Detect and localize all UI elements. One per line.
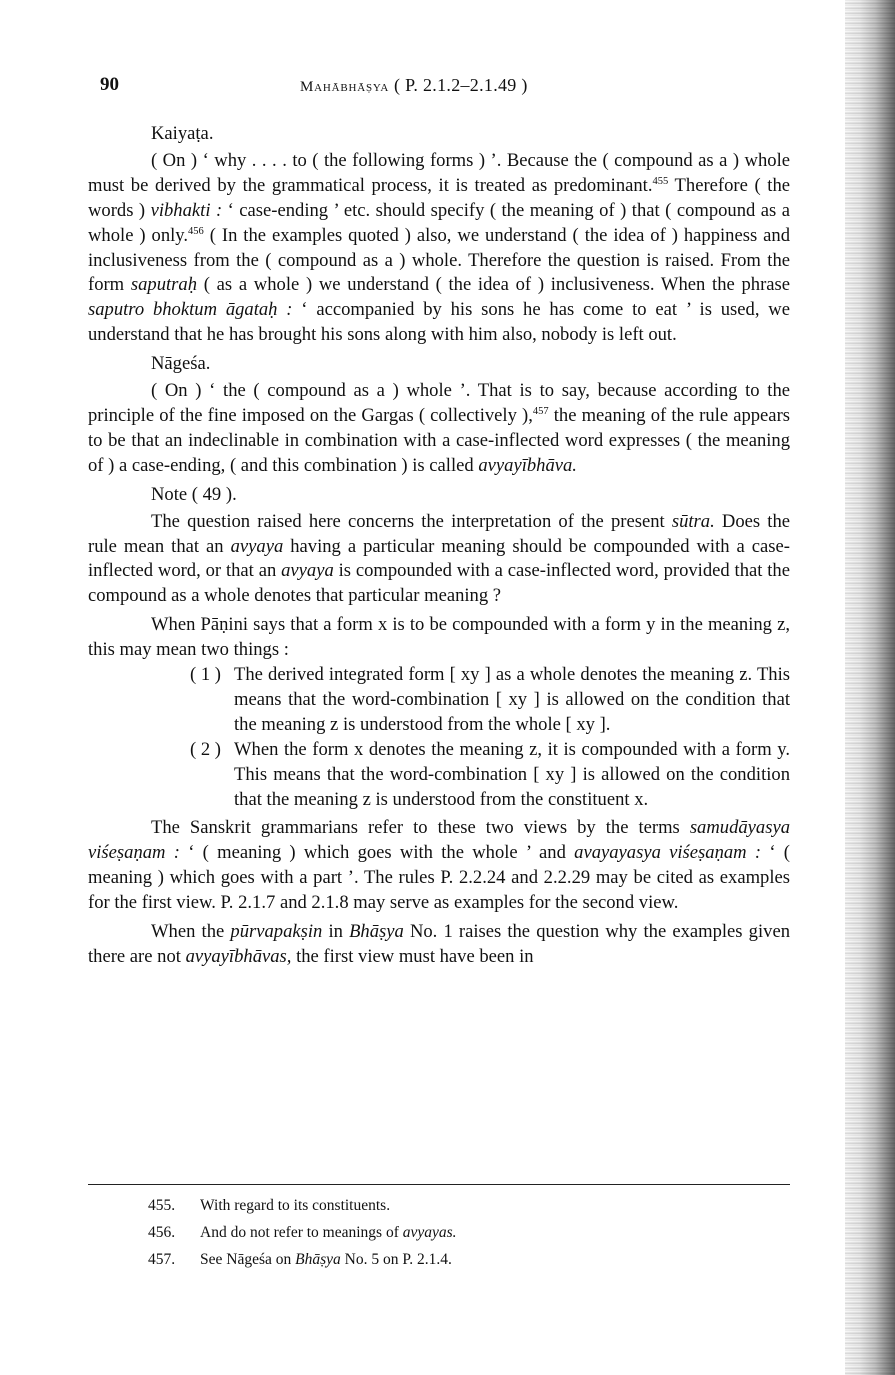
page-number: 90: [100, 74, 119, 95]
page-header: [100, 74, 800, 98]
list-item: [190, 663, 790, 738]
running-head: [300, 75, 528, 96]
running-head-title: Mahābhāṣya: [300, 79, 390, 95]
footnote-divider: [88, 1184, 790, 1185]
footnote-number: 455.: [148, 1197, 176, 1214]
footnote-item: [148, 1219, 788, 1246]
footnote-item: [148, 1246, 788, 1273]
footnote-number: 456.: [148, 1224, 176, 1241]
main-text: [88, 118, 790, 970]
list-item-number: ( 1 ): [190, 664, 221, 686]
nagesa-heading: Nāgeśa.: [151, 353, 211, 375]
note-paragraph-4: When the pūrvapakṣin in Bhāṣya No. 1 raises the question why the examples given there are not avyayībhāvas, the first view must have been in: [88, 921, 790, 967]
list-item-number: ( 2 ): [190, 738, 221, 760]
note-paragraph-3: The Sanskrit grammarians refer to these two views by the terms samudāyasya viśeṣaṇam : ‘ ( meaning ) which goes with the whole ’ and avayayasya viśeṣaṇam : ‘ ( meaning ) which goes with a part ’. The rules P. 2.2.24 and 2.2.29 may be cited as examples for the first view. P. 2.1.7 and 2.1.8 may serve as examples for the second view.: [88, 817, 790, 914]
footnote-number: 457.: [148, 1251, 176, 1268]
note-paragraph-1: The question raised here concerns the interpretation of the present sūtra. Does the rule mean that an avyaya having a particular meaning should be compounded with a case-inflected word, or that an avyaya is compounded with a case-inflected word, provided that the compound as a whole denotes that particular meaning ?: [88, 510, 790, 607]
footnote-ref-455: 455: [652, 175, 669, 187]
footnotes: [148, 1192, 788, 1273]
list-item: [190, 738, 790, 813]
footnote-item: [148, 1192, 788, 1219]
footnote-text: See Nāgeśa on Bhāṣya No. 5 on P. 2.1.4.: [200, 1251, 452, 1268]
running-head-reference: ( P. 2.1.2–2.1.49 ): [394, 75, 528, 95]
footnote-text: And do not refer to meanings of avyayas.: [200, 1224, 457, 1241]
kaiyata-paragraph: ( On ) ‘ why . . . . to ( the following forms ) ’. Because the ( compound as a ) whole must be derived by the grammatical process, it is treated as predominant.$^{455}$ Therefore ( the words ) vibhakti : ‘ case-ending ’ etc. should specify ( the meaning of ) that ( compound as a whole ) only.$^{456}$ ( In the examples quoted ) also, we understand ( the idea of ) happiness and inclusiveness from the ( compound as a ) whole. Therefore the question is raised. From the form saputraḥ ( as a whole ) we understand ( the idea of ) inclusiveness. When the phrase saputro bhoktum āgataḥ : ‘ accompanied by his sons he has come to eat ’ is used, we understand that he has brought his sons along with him also, nobody is left out.: [88, 149, 791, 346]
footnote-ref-456: 456: [188, 225, 204, 237]
list-item-text: The derived integrated form [ xy ] as a whole denotes the meaning z. This means that the word-combination [ xy ] is allowed on the condition that the meaning z is understood from the whole [ xy ].: [234, 664, 790, 735]
kaiyata-heading: Kaiyaṭa.: [151, 123, 214, 144]
note-paragraph-2: When Pāṇini says that a form x is to be compounded with a form y in the meaning z, this may mean two things :: [88, 614, 790, 661]
list-item-text: When the form x denotes the meaning z, it is compounded with a form y. This means that the word-combination [ xy ] is allowed on the condition that the meaning z is understood from the constituent x.: [234, 738, 790, 810]
footnote-ref-457: 457: [532, 405, 549, 417]
footnote-text: With regard to its constituents.: [200, 1197, 391, 1214]
nagesa-paragraph: ( On ) ‘ the ( compound as a ) whole ’. That is to say, because according to the principle of the fine imposed on the Gargas ( collectively ),$^{457}$ the meaning of the rule appears to be that an indeclinable in combination with a case-inflected word expresses ( the meaning of ) a case-ending, ( and this combination ) is called avyayībhāva.: [88, 380, 790, 476]
note-heading: Note ( 49 ).: [151, 483, 237, 505]
